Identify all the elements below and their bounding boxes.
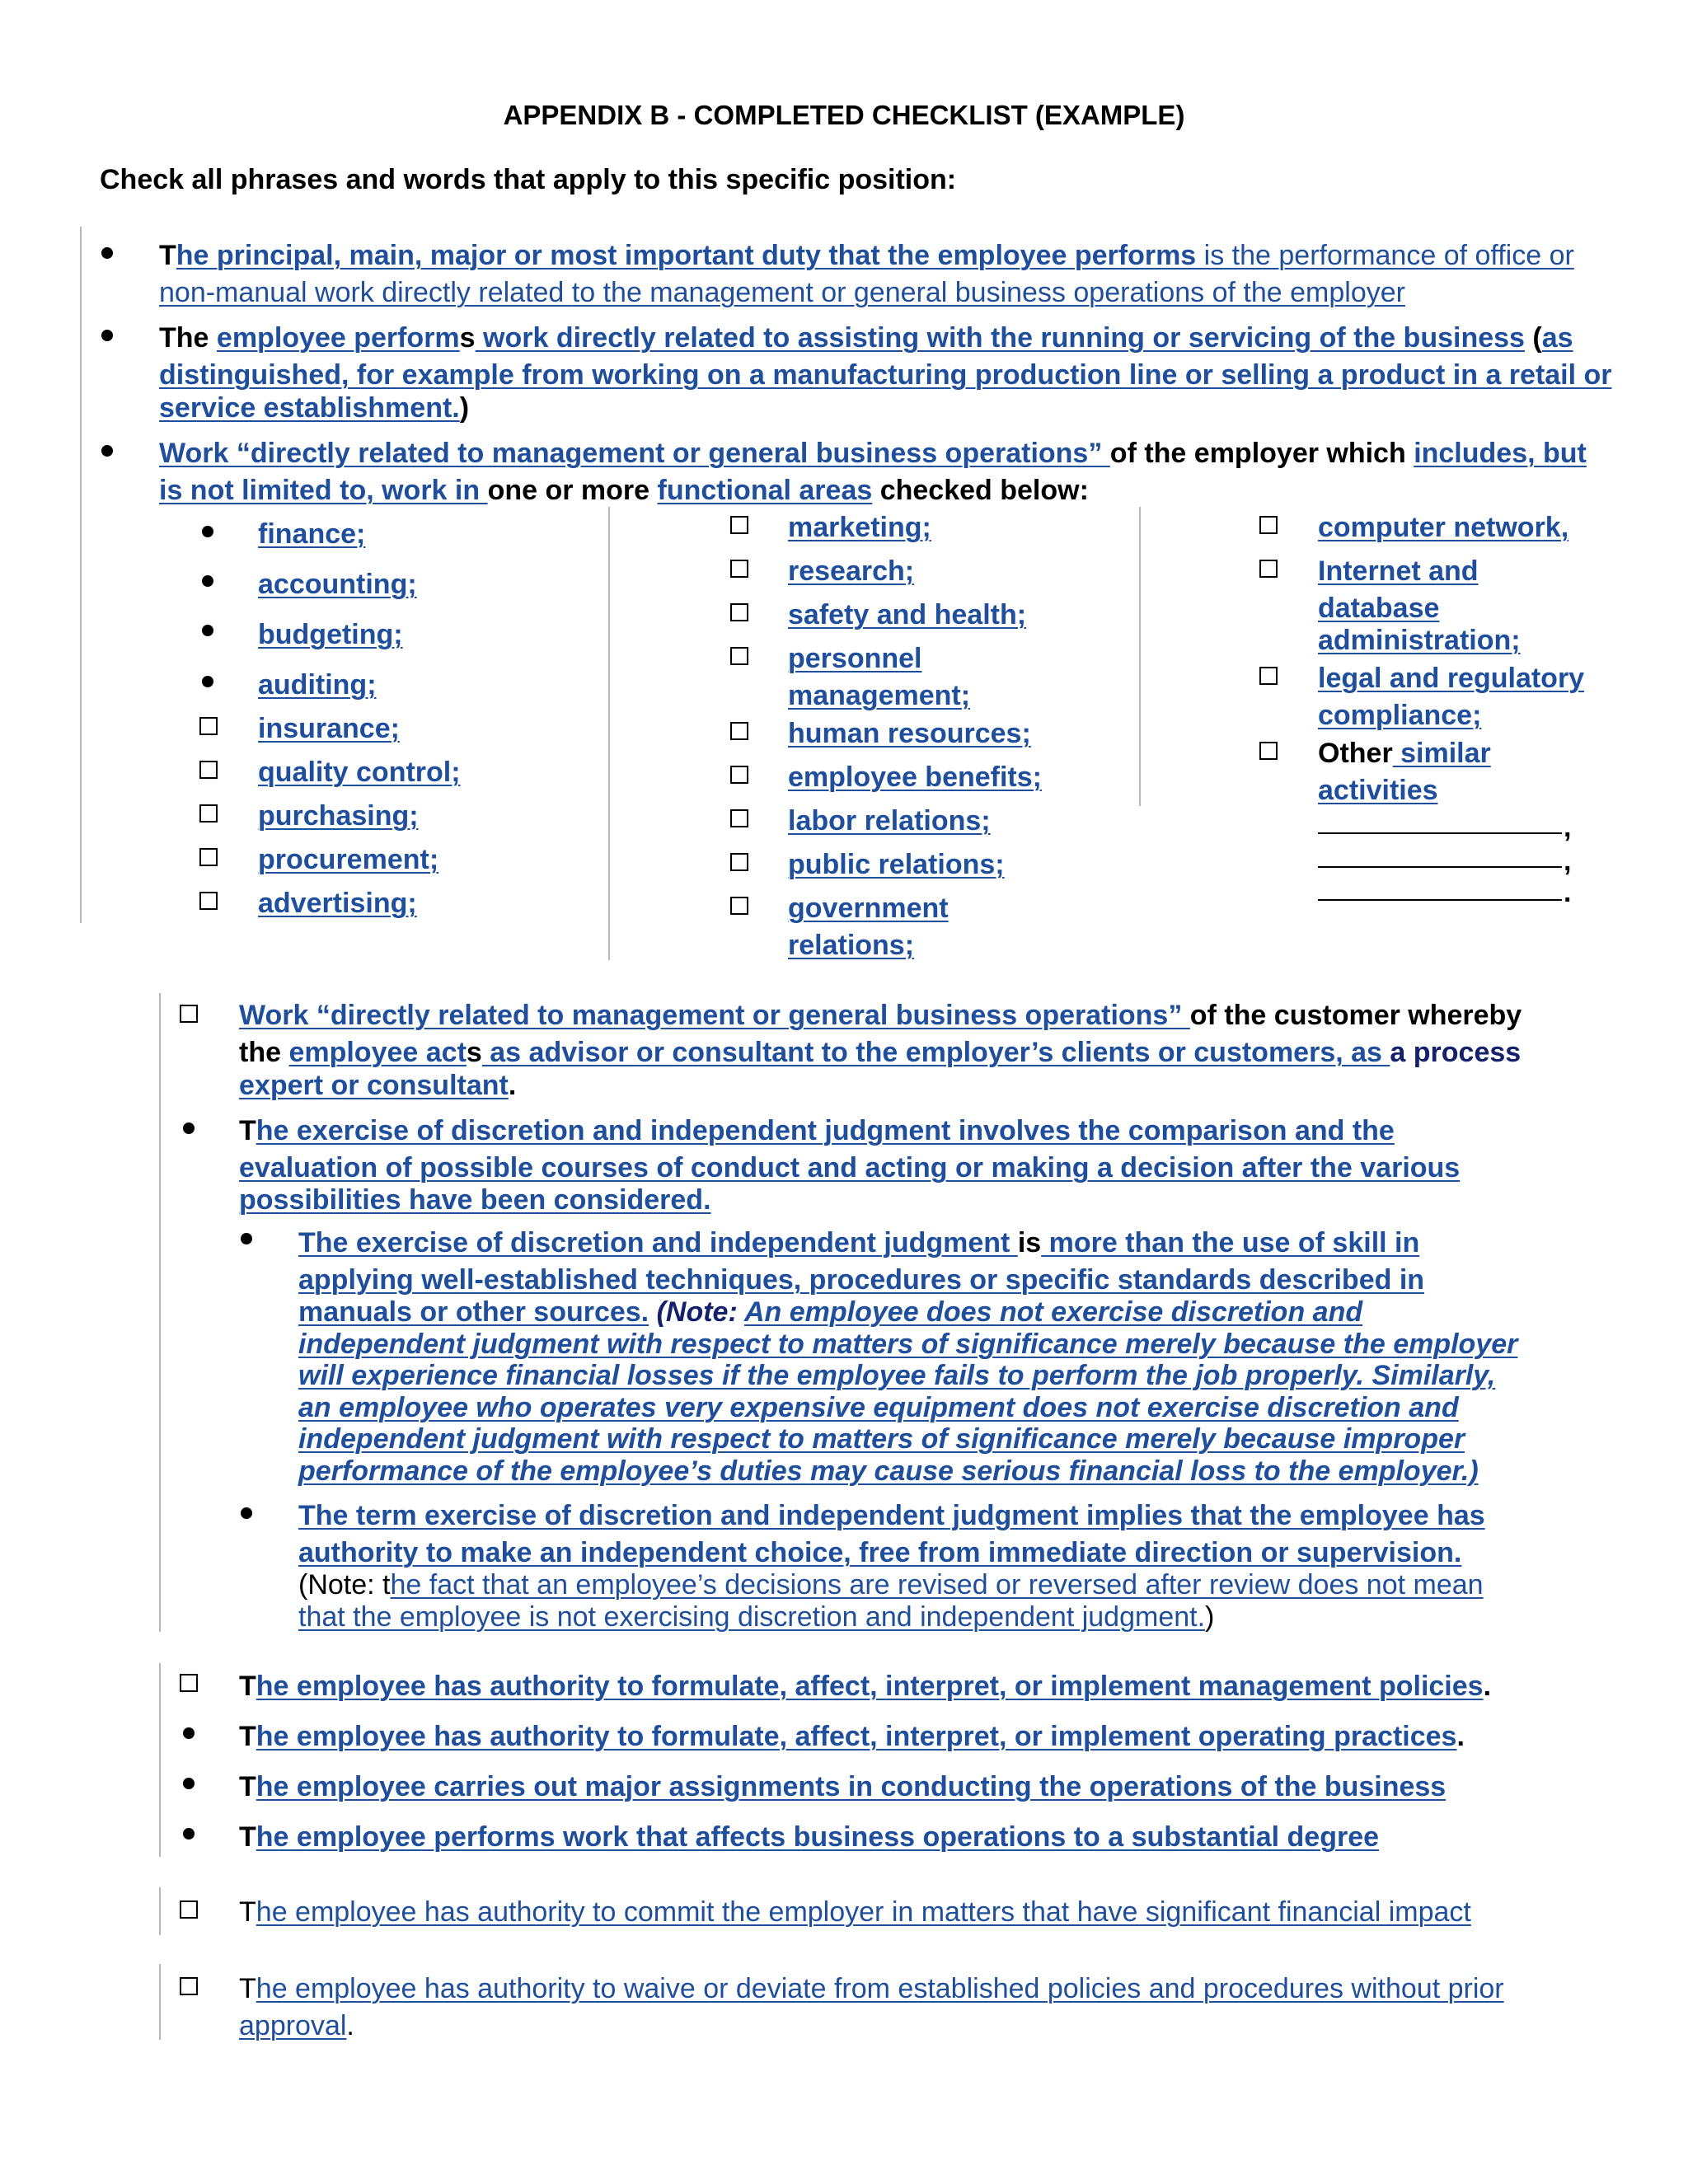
item4-employee: employee act — [288, 1037, 467, 1068]
item3-line1 — [159, 437, 1587, 470]
item3-functional: functional areas — [657, 475, 873, 506]
area-labor-relations: labor relations; — [788, 805, 991, 837]
item5-line1 — [239, 1114, 1395, 1147]
checkbox-purchasing[interactable] — [199, 804, 218, 823]
item4-period: . — [508, 1070, 517, 1101]
item4-line1 — [239, 999, 1522, 1032]
sub1-note: (Note: — [649, 1296, 744, 1328]
area-quality-control: quality control; — [258, 757, 461, 788]
area-safety-health: safety and health; — [788, 599, 1027, 630]
item9-t: T — [239, 1821, 256, 1853]
sub2-line4 — [298, 1601, 1214, 1633]
checkbox-insurance[interactable] — [199, 717, 218, 735]
item1-rest: is the performance of office or — [1196, 240, 1574, 271]
item4-line2 — [239, 1036, 1521, 1069]
check-bullet-item5[interactable] — [183, 1122, 195, 1134]
item4-the: the — [239, 1037, 289, 1068]
checkbox-item6[interactable] — [180, 1674, 198, 1692]
item1-line1 — [159, 239, 1574, 272]
item11-t: T — [239, 1973, 256, 2004]
checkbox-quality-control[interactable] — [199, 761, 218, 779]
sub1-exercise: The exercise of discretion and independent judgment — [298, 1227, 1018, 1258]
checkbox-item11[interactable] — [180, 1977, 198, 1995]
sub1-line6: an employee who operates very expensive equipment does not exercise discretion and — [298, 1392, 1459, 1423]
check-bullet-accounting[interactable] — [202, 575, 213, 587]
item6-line — [239, 1670, 1491, 1703]
area-government-l2: relations; — [788, 930, 915, 961]
area-human-resources: human resources; — [788, 718, 1031, 749]
sub1-line2: applying well-established techniques, procedures or specific standards described in — [298, 1264, 1425, 1296]
other-blank-1[interactable] — [1318, 832, 1562, 834]
item2-line3 — [159, 391, 469, 424]
sub1-employee: An employee does not exercise discretion and — [743, 1296, 1363, 1328]
area-accounting: accounting; — [258, 569, 417, 600]
area-research: research; — [788, 555, 915, 587]
item7-t: T — [239, 1721, 256, 1752]
check-bullet-sub2[interactable] — [241, 1507, 252, 1519]
area-internet-l3: administration; — [1318, 625, 1521, 656]
other-blank-1-punct: , — [1564, 812, 1572, 843]
item6-period: . — [1483, 1671, 1492, 1702]
checkbox-other-similar[interactable] — [1259, 742, 1278, 760]
item8-t: T — [239, 1771, 256, 1802]
column-divider-2 — [1139, 507, 1141, 806]
other-blank-2[interactable] — [1318, 866, 1562, 868]
item3-notlimited: is not limited to, work in — [159, 475, 488, 506]
checkbox-personnel-management[interactable] — [730, 647, 748, 665]
sub2-note: (Note: t — [298, 1569, 391, 1601]
sub1-line4: independent judgment with respect to matters of significance merely because the employer — [298, 1329, 1518, 1360]
margin-bar-item11 — [159, 1964, 161, 2040]
item4-expert: expert or consultant — [239, 1070, 509, 1101]
sub1-line1 — [298, 1226, 1419, 1259]
checkbox-marketing[interactable] — [730, 516, 748, 534]
other-blank-2-punct: , — [1564, 846, 1572, 877]
checkbox-advertising[interactable] — [199, 892, 218, 910]
area-personnel-l2: management; — [788, 680, 971, 711]
item11-approval: approval — [239, 2010, 347, 2041]
item2-line1 — [159, 321, 1573, 354]
item9-line — [239, 1821, 1379, 1854]
area-finance: finance; — [258, 518, 366, 550]
sub2-line3 — [298, 1568, 1484, 1601]
item4-advisor: as advisor or consultant to the employer’s clients or customers, as — [481, 1037, 1390, 1068]
item2-paren: ( — [1524, 322, 1542, 354]
other-blank-3-punct: . — [1564, 877, 1572, 908]
area-legal-l1: legal and regulatory — [1318, 663, 1585, 694]
area-computer-network: computer network, — [1318, 512, 1569, 543]
item11-period: . — [346, 2010, 354, 2041]
area-similar-word: similar — [1392, 738, 1491, 769]
item11-line1 — [239, 1972, 1504, 2005]
area-internet-l1: Internet and — [1318, 555, 1479, 587]
sub2-line1: The term exercise of discretion and independent judgment implies that the employee has — [298, 1500, 1485, 1531]
item2-work: work directly related to assisting with the running or servicing of the business — [475, 322, 1525, 354]
area-other-word: Other — [1318, 738, 1393, 769]
item9-text: he employee performs work that affects business operations to a substantial degree — [256, 1821, 1380, 1853]
check-bullet-auditing[interactable] — [202, 676, 213, 687]
sub1-is: is — [1017, 1227, 1042, 1258]
item7-period: . — [1456, 1721, 1465, 1752]
area-purchasing: purchasing; — [258, 800, 419, 832]
check-bullet-item8[interactable] — [183, 1778, 195, 1789]
area-government-l1: government — [788, 893, 949, 924]
check-bullet-budgeting[interactable] — [202, 625, 213, 636]
checkbox-item4[interactable] — [180, 1005, 198, 1023]
item1-l2a: non-manual work directly related — [159, 277, 572, 308]
item5-t: T — [239, 1115, 256, 1146]
checkbox-public-relations[interactable] — [730, 853, 748, 871]
item4-s: s — [466, 1037, 482, 1068]
area-public-relations: public relations; — [788, 849, 1005, 880]
item5-line2: evaluation of possible courses of conduct and acting or making a decision after the various — [239, 1152, 1461, 1183]
item5-exercise: he exercise of discretion and independent judgment involves the comparison and the — [256, 1115, 1395, 1146]
item11-text: he employee has authority to waive or deviate from established policies and procedures without prior — [256, 1973, 1504, 2004]
sub2-notexercising: that the employee is not exercising discretion and independent judgment. — [298, 1601, 1206, 1633]
sub1-more: more than the use of skill in — [1041, 1227, 1420, 1258]
area-other-l2: activities — [1318, 775, 1438, 806]
area-internet-l2: database — [1318, 593, 1440, 624]
item1-l2b: to the management or general business operations of the employer — [571, 277, 1405, 308]
sub2-close: ) — [1205, 1601, 1215, 1633]
item3-includes: includes, but — [1414, 438, 1587, 469]
item7-line — [239, 1720, 1465, 1753]
area-insurance: insurance; — [258, 713, 400, 744]
checkbox-human-resources[interactable] — [730, 722, 748, 740]
sub1-line8: performance of the employee’s duties may cause serious financial loss to the employer.) — [298, 1455, 1479, 1487]
item1-line2 — [159, 276, 1405, 309]
item8-line — [239, 1770, 1446, 1803]
item4-work: Work “directly related to management or general business operations” — [239, 1000, 1190, 1031]
area-auditing: auditing; — [258, 669, 377, 701]
item10-text: he employee has authority to commit the employer in matters that have significant financial impact — [256, 1896, 1471, 1928]
item3-of: of the employer which — [1109, 438, 1414, 469]
item2-s: s — [459, 322, 476, 354]
margin-bar-top — [80, 227, 82, 923]
area-legal-l2: compliance; — [1318, 700, 1482, 731]
item4-process: a process — [1390, 1037, 1522, 1068]
area-advertising: advertising; — [258, 888, 417, 919]
checkbox-safety-health[interactable] — [730, 603, 748, 621]
checkbox-government-relations[interactable] — [730, 897, 748, 915]
item2-close: ) — [459, 392, 470, 424]
item6-text: he employee has authority to formulate, affect, interpret, or implement management policies — [256, 1671, 1484, 1702]
check-bullet-finance[interactable] — [202, 526, 213, 537]
check-bullet-sub1[interactable] — [241, 1233, 252, 1244]
margin-bar-item10 — [159, 1887, 161, 1935]
item2-as: as — [1541, 322, 1573, 354]
other-blank-3[interactable] — [1318, 899, 1562, 901]
column-divider-1 — [608, 507, 610, 960]
checkbox-item10[interactable] — [180, 1900, 198, 1919]
item4-of: of the customer whereby — [1189, 1000, 1522, 1031]
check-bullet-item7[interactable] — [183, 1727, 195, 1739]
item10-line — [239, 1896, 1471, 1929]
item8-text: he employee carries out major assignments in conducting the operations of the business — [256, 1771, 1447, 1802]
margin-bar-middle — [159, 993, 161, 1632]
checkbox-internet-database[interactable] — [1259, 560, 1278, 578]
area-marketing: marketing; — [788, 512, 931, 543]
check-bullet-item9[interactable] — [183, 1828, 195, 1840]
item1-t: T — [159, 240, 176, 271]
sub1-line5: will experience financial losses if the employee fails to perform the job properly. Similarly, — [298, 1360, 1496, 1391]
checkbox-labor-relations[interactable] — [730, 809, 748, 827]
instruction-text: Check all phrases and words that apply to this specific position: — [100, 164, 957, 195]
item4-line3 — [239, 1069, 516, 1102]
item3-oneormore: one or more — [487, 475, 658, 506]
margin-bar-lower — [159, 1663, 161, 1857]
item2-service: service establishment. — [159, 392, 460, 424]
checkbox-procurement[interactable] — [199, 848, 218, 866]
area-other-l1 — [1318, 737, 1491, 770]
checkbox-employee-benefits[interactable] — [730, 766, 748, 784]
checkbox-legal-regulatory[interactable] — [1259, 667, 1278, 685]
check-bullet-item2[interactable] — [101, 330, 113, 341]
item2-the: The — [159, 322, 217, 354]
item6-t: T — [239, 1671, 256, 1702]
sub2-fact: he fact that an employee’s decisions are revised or reversed after review does not mean — [390, 1569, 1484, 1601]
sub1-line7: independent judgment with respect to matters of significance merely because improper — [298, 1423, 1465, 1455]
item2-line2: distinguished, for example from working on a manufacturing production line or selling a product in a retail or — [159, 359, 1612, 391]
check-bullet-item3[interactable] — [101, 445, 113, 457]
item1-duty: he principal, main, major or most important duty that the employee performs — [176, 240, 1197, 271]
item10-t: T — [239, 1896, 256, 1928]
item11-line2 — [239, 2009, 354, 2042]
item3-work: Work “directly related to management or general business operations” — [159, 438, 1110, 469]
item3-line2 — [159, 474, 1089, 507]
item5-line3: possibilities have been considered. — [239, 1184, 711, 1216]
area-employee-benefits: employee benefits; — [788, 762, 1042, 793]
sub1-manuals: manuals or other sources. — [298, 1296, 649, 1328]
area-budgeting: budgeting; — [258, 619, 403, 650]
checkbox-computer-network[interactable] — [1259, 516, 1278, 534]
page-title: APPENDIX B - COMPLETED CHECKLIST (EXAMPLE) — [503, 100, 1185, 130]
item3-checked: checked below: — [872, 475, 1089, 506]
area-procurement: procurement; — [258, 844, 439, 875]
area-personnel-l1: personnel — [788, 643, 922, 674]
sub1-line3 — [298, 1296, 1362, 1329]
item7-text: he employee has authority to formulate, affect, interpret, or implement operating practices — [256, 1721, 1457, 1752]
item2-employee: employee perform — [216, 322, 460, 354]
checkbox-research[interactable] — [730, 560, 748, 578]
sub2-line2: authority to make an independent choice, free from immediate direction or supervision. — [298, 1537, 1462, 1568]
check-bullet-item1[interactable] — [101, 247, 113, 259]
